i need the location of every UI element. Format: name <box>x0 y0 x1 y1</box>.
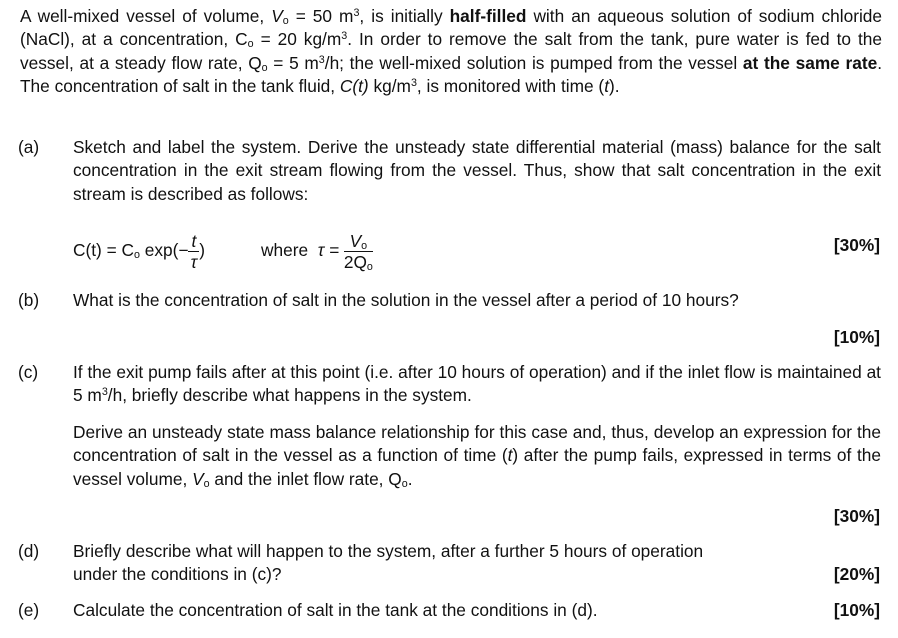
part-e-text: Calculate the concentration of salt in the tank at the conditions in (d). <box>73 600 598 620</box>
part-a-mark: [30%] <box>833 235 880 255</box>
part-d-text-line-2: under the conditions in (c)? <box>73 564 282 584</box>
part-e-label: (e) <box>18 600 40 620</box>
equation-where: where τ = $\frac{V_o}{2Q_o}$ <box>261 231 373 274</box>
part-c-label: (c) <box>18 362 39 382</box>
part-b-mark: [10%] <box>833 327 880 347</box>
equation <box>73 218 493 280</box>
part-a-text: Sketch and label the system. Derive the unsteady state differential material (mass) balance for the salt concentration in the exit stream flowing from the vessel. Thus, show that salt concentration in the exit stream is described as follows: <box>73 137 881 204</box>
part-c-mark: [30%] <box>833 506 880 526</box>
equation-lhs: $C(t) = C_o$ exp(− $\frac{t}{\tau}$ ) <box>73 231 206 272</box>
part-d-text-line-1: Briefly describe what will happen to the system, after a further 5 hours of operation <box>73 541 704 561</box>
part-b-text: What is the concentration of salt in the solution in the vessel after a period of 10 hours? <box>73 290 739 310</box>
part-a-label: (a) <box>18 137 40 157</box>
exp-fraction: $\frac{t}{\tau}$ <box>188 231 199 272</box>
part-d-mark: [20%] <box>833 564 880 584</box>
part-d-label: (d) <box>18 541 40 561</box>
part-b-label: (b) <box>18 290 40 310</box>
part-c-paragraph-2: Derive an unsteady state mass balance relationship for this case and, thus, develop an expression for the concentration of salt in the vessel as a function of time (t) after the pump fails, expressed in terms of the vessel volume, $V_o$ and the inlet flow rate, $Q_o$. <box>73 422 881 490</box>
part-e-mark: [10%] <box>833 600 880 620</box>
tau-fraction: $\frac{V_o}{2Q_o}$ <box>343 231 373 274</box>
intro-paragraph: A well-mixed vessel of volume, $V_o = 50$ $m^3$, is initially half-filled with an aqueous solution of sodium chloride (NaCl), at a concentration, $C_o = 20$ $kg/m^3$. In order to remove the salt from the tank, pure water is fed to the vessel, at a steady flow rate, $Q_o = 5$ $m^3/h$; the well-mixed solution is pumped from the vessel at the same rate. The concentration of salt in the tank fluid, C(t) $kg/m^3$, is monitored with time (t). <box>20 6 883 96</box>
part-c-paragraph-1: If the exit pump fails after at this point (i.e. after 10 hours of operation) and if the inlet flow is maintained at 5 $m^3/h$, briefly describe what happens in the system. <box>73 362 881 406</box>
